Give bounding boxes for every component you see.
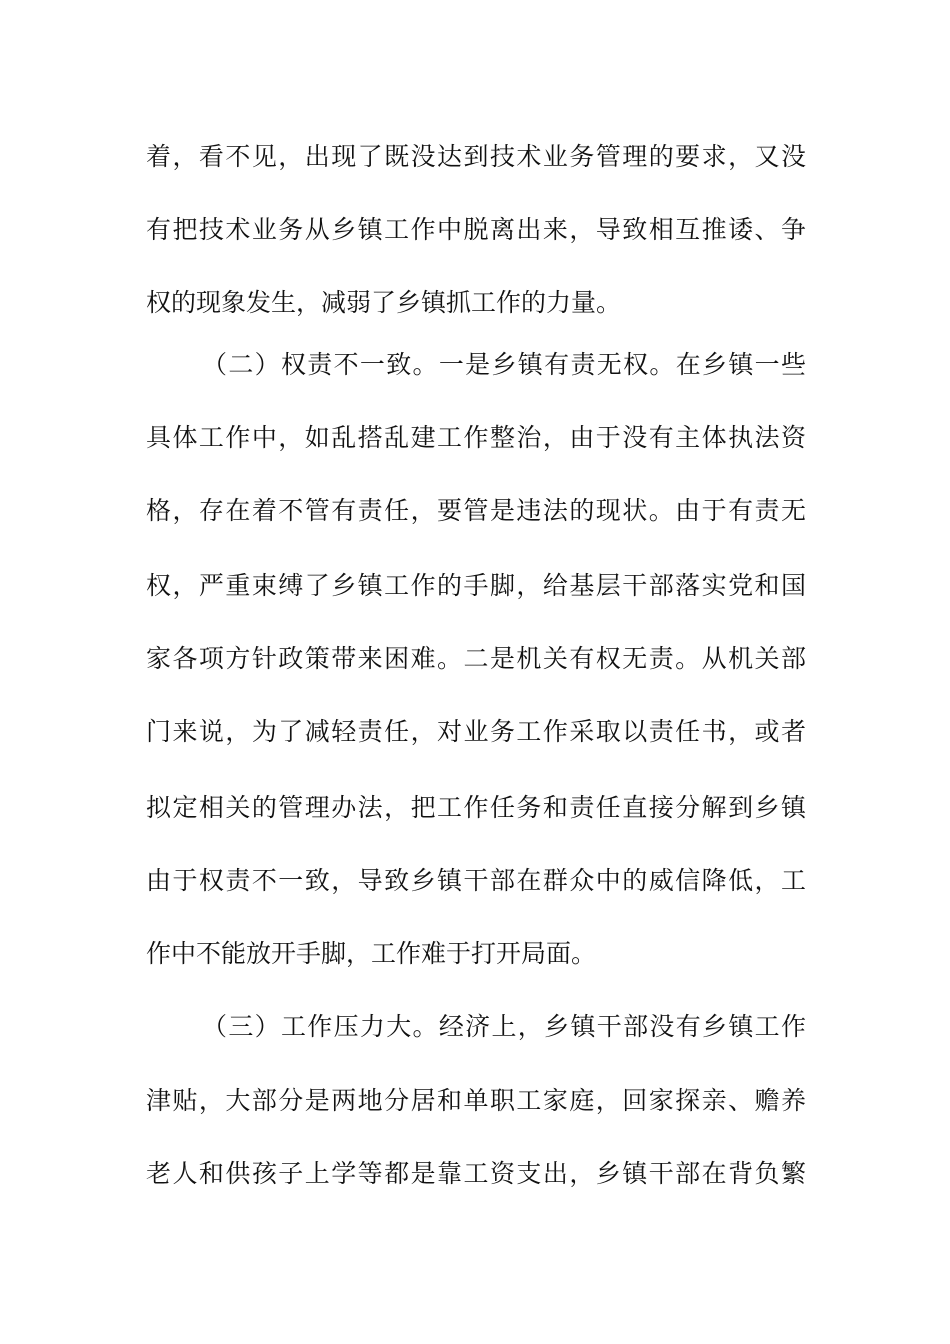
text-line: 家各项方针政策带来困难。二是机关有权无责。从机关部 (146, 644, 806, 673)
paragraph-heading-line: （二）权责不一致。一是乡镇有责无权。在乡镇一些 (202, 350, 806, 379)
text-line: 作中不能放开手脚，工作难于打开局面。 (146, 939, 597, 968)
text-line: 老人和供孩子上学等都是靠工资支出，乡镇干部在背负繁 (146, 1159, 806, 1188)
text-line: 津贴，大部分是两地分居和单职工家庭，回家探亲、赡养 (146, 1086, 806, 1115)
text-line: 由于权责不一致，导致乡镇干部在群众中的威信降低，工 (146, 866, 806, 895)
text-line: 有把技术业务从乡镇工作中脱离出来，导致相互推诿、争 (146, 215, 806, 244)
text-line: 格，存在着不管有责任，要管是违法的现状。由于有责无 (146, 496, 806, 525)
paragraph-heading-line: （三）工作压力大。经济上，乡镇干部没有乡镇工作 (202, 1012, 806, 1041)
text-line: 权，严重束缚了乡镇工作的手脚，给基层干部落实党和国 (146, 571, 806, 600)
text-line: 着，看不见，出现了既没达到技术业务管理的要求，又没 (146, 142, 806, 171)
text-line: 拟定相关的管理办法，把工作任务和责任直接分解到乡镇 (146, 793, 806, 822)
text-line: 权的现象发生，减弱了乡镇抓工作的力量。 (146, 288, 622, 317)
text-line: 具体工作中，如乱搭乱建工作整治，由于没有主体执法资 (146, 423, 806, 452)
text-line: 门来说，为了减轻责任，对业务工作采取以责任书，或者 (146, 717, 806, 746)
